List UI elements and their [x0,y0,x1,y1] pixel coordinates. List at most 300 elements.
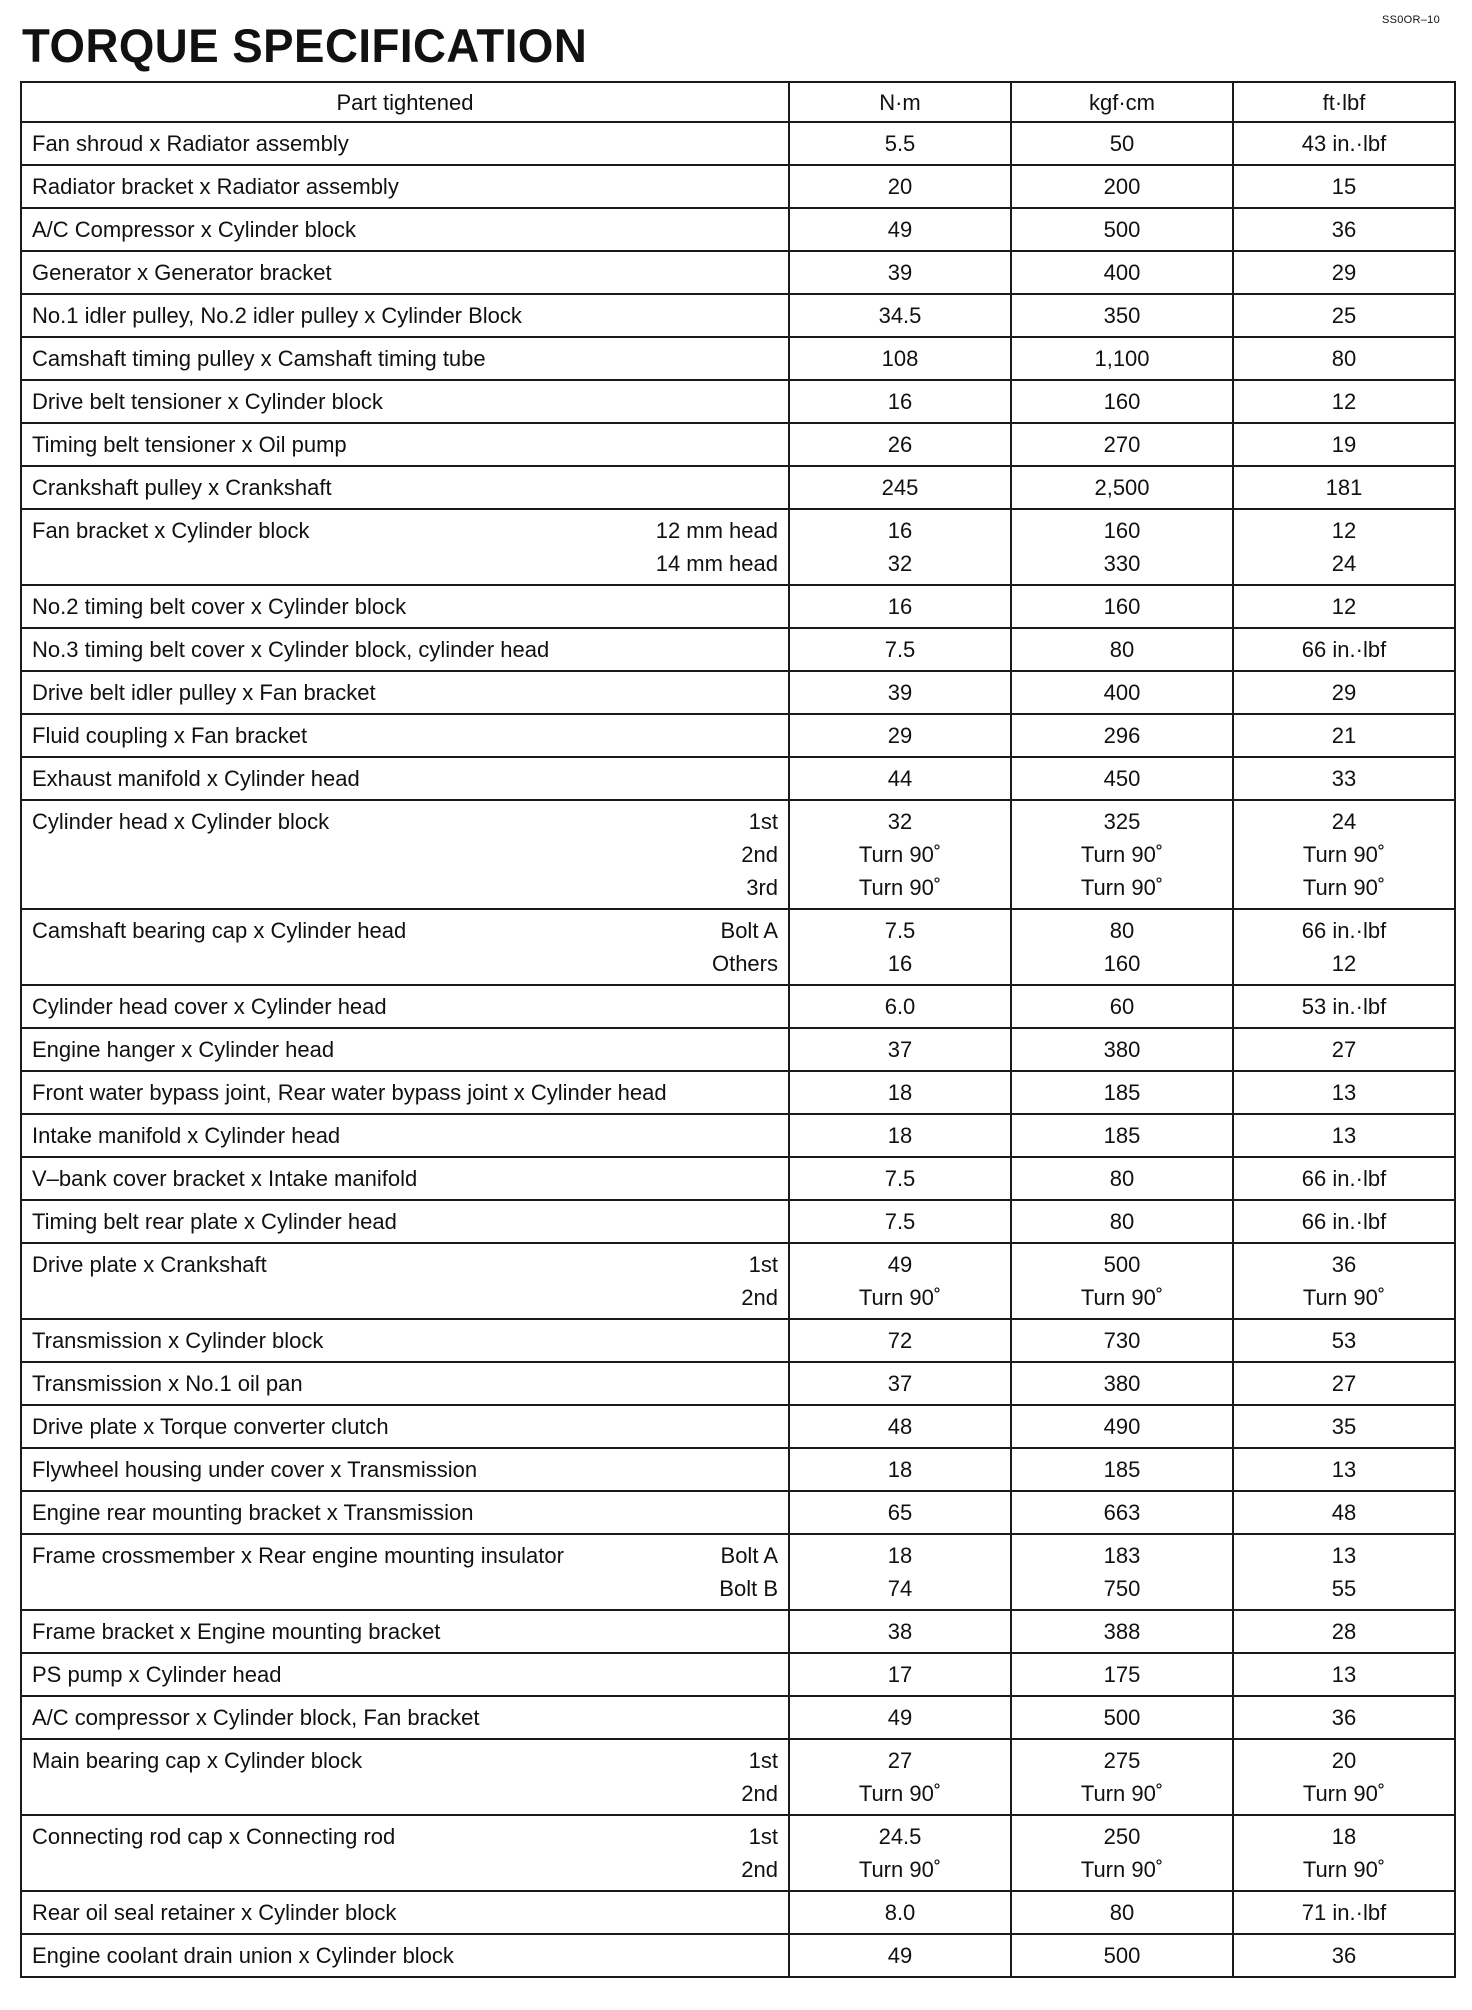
value: 26 [887,432,913,457]
value: 27 [887,1748,913,1773]
kgfcm-cell [1011,337,1233,380]
part-name: Timing belt rear plate x Cylinder head [32,1209,397,1234]
ftlbf-cell [1233,1739,1455,1815]
part-name: Fan shroud x Radiator assembly [32,131,349,156]
table-row [21,337,1455,380]
kgfcm-cell [1011,1491,1233,1534]
part-cell [21,1319,789,1362]
value: 490 [1103,1414,1141,1439]
part-cell [21,1739,789,1815]
kgfcm-cell [1011,122,1233,165]
value: 250 [1103,1824,1141,1849]
part-name: No.1 idler pulley, No.2 idler pulley x Cylinder Block [32,303,522,328]
value: 108 [881,346,919,371]
value: 160 [1103,518,1141,543]
value: 32 [887,551,913,576]
part-cell [21,380,789,423]
table-row [21,380,1455,423]
ftlbf-cell [1233,1157,1455,1200]
value: 20 [887,174,913,199]
ftlbf-cell [1233,1114,1455,1157]
sub-labels [656,514,778,580]
table-row [21,757,1455,800]
part-cell [21,1934,789,1977]
ftlbf-cell [1233,380,1455,423]
part-cell [21,1815,789,1891]
nm-cell [789,1653,1011,1696]
kgfcm-cell [1011,671,1233,714]
table-row [21,585,1455,628]
part-cell [21,1028,789,1071]
part-cell [21,1891,789,1934]
nm-cell [789,909,1011,985]
kgfcm-cell [1011,628,1233,671]
part-name: Intake manifold x Cylinder head [32,1123,341,1148]
value: 500 [1103,1943,1141,1968]
nm-cell [789,251,1011,294]
value: 24 [1331,551,1357,576]
nm-cell [789,1362,1011,1405]
value: 16 [887,594,913,619]
part-name: No.3 timing belt cover x Cylinder block, cylinder head [32,637,550,662]
value: 35 [1331,1414,1357,1439]
part-name: Crankshaft pulley x Crankshaft [32,475,332,500]
value: 25 [1331,303,1357,328]
kgfcm-cell [1011,466,1233,509]
ftlbf-cell [1233,1653,1455,1696]
part-cell [21,1448,789,1491]
value: 245 [881,475,919,500]
part-name: Drive plate x Crankshaft [32,1252,267,1277]
ftlbf-cell [1233,585,1455,628]
value: 49 [887,217,913,242]
ftlbf-cell [1233,800,1455,909]
kgfcm-cell [1011,208,1233,251]
part-name: V–bank cover bracket x Intake manifold [32,1166,418,1191]
value: 160 [1103,389,1141,414]
table-row [21,1739,1455,1815]
ftlbf-cell [1233,757,1455,800]
nm-cell [789,1448,1011,1491]
value: Turn 90˚ [1080,1857,1164,1882]
value: 275 [1103,1748,1141,1773]
part-cell [21,1200,789,1243]
sub-labels [741,1744,778,1810]
value: 15 [1331,174,1357,199]
value: 34.5 [878,303,922,328]
value: 33 [1331,766,1357,791]
value: Turn 90˚ [858,1781,942,1806]
value: 39 [887,680,913,705]
kgfcm-cell [1011,1405,1233,1448]
ftlbf-cell [1233,1815,1455,1891]
sub-label: 2nd [741,1781,778,1806]
kgfcm-cell [1011,1362,1233,1405]
value: 24.5 [878,1824,922,1849]
nm-cell [789,1534,1011,1610]
value: 200 [1103,174,1141,199]
table-row [21,1319,1455,1362]
value: 7.5 [884,918,916,943]
nm-cell [789,1610,1011,1653]
table-row [21,985,1455,1028]
value: 16 [887,518,913,543]
nm-cell [789,1405,1011,1448]
value: Turn 90˚ [1080,875,1164,900]
ftlbf-cell [1233,1405,1455,1448]
table-row [21,208,1455,251]
part-name: Camshaft timing pulley x Camshaft timing tube [32,346,486,371]
nm-cell [789,1243,1011,1319]
value: 21 [1331,723,1357,748]
value: 29 [887,723,913,748]
nm-cell [789,208,1011,251]
value: 36 [1331,1252,1357,1277]
value: 160 [1103,951,1141,976]
value: 29 [1331,680,1357,705]
part-cell [21,1653,789,1696]
ftlbf-cell [1233,1534,1455,1610]
value: 66 in.·lbf [1301,637,1387,662]
value: 80 [1109,1209,1135,1234]
value: 7.5 [884,1209,916,1234]
value: Turn 90˚ [1302,1781,1386,1806]
kgfcm-cell [1011,1071,1233,1114]
value: 48 [887,1414,913,1439]
nm-cell [789,714,1011,757]
sub-labels [712,914,778,980]
value: 12 [1331,951,1357,976]
value: Turn 90˚ [1302,1285,1386,1310]
ftlbf-cell [1233,251,1455,294]
table-row [21,1405,1455,1448]
ftlbf-cell [1233,208,1455,251]
part-name: Rear oil seal retainer x Cylinder block [32,1900,397,1925]
part-cell [21,294,789,337]
part-name: Front water bypass joint, Rear water bypass joint x Cylinder head [32,1080,667,1105]
value: 7.5 [884,637,916,662]
value: 388 [1103,1619,1141,1644]
part-name: Fluid coupling x Fan bracket [32,723,308,748]
header-part-tightened: Part tightened [21,82,789,122]
nm-cell [789,1934,1011,1977]
part-cell [21,1243,789,1319]
value: 18 [887,1543,913,1568]
ftlbf-cell [1233,1891,1455,1934]
value: 39 [887,260,913,285]
part-cell [21,1534,789,1610]
value: 500 [1103,1705,1141,1730]
part-name: Drive belt tensioner x Cylinder block [32,389,383,414]
nm-cell [789,466,1011,509]
header-ftlbf: ft·lbf [1233,82,1455,122]
value: 49 [887,1252,913,1277]
value: 24 [1331,809,1357,834]
ftlbf-cell [1233,1362,1455,1405]
part-cell [21,909,789,985]
sub-label: Bolt A [720,918,778,943]
kgfcm-cell [1011,1448,1233,1491]
sub-label: 2nd [741,1857,778,1882]
value: 44 [887,766,913,791]
table-row [21,466,1455,509]
nm-cell [789,671,1011,714]
value: 730 [1103,1328,1141,1353]
value: 66 in.·lbf [1301,1209,1387,1234]
value: 500 [1103,1252,1141,1277]
nm-cell [789,1891,1011,1934]
nm-cell [789,1319,1011,1362]
table-body [21,122,1455,1977]
part-cell [21,1071,789,1114]
value: 183 [1103,1543,1141,1568]
part-cell [21,122,789,165]
value: 65 [887,1500,913,1525]
part-name: Connecting rod cap x Connecting rod [32,1824,396,1849]
value: 750 [1103,1576,1141,1601]
value: 325 [1103,809,1141,834]
part-name: Cylinder head cover x Cylinder head [32,994,387,1019]
value: 12 [1331,518,1357,543]
nm-cell [789,423,1011,466]
part-name: Drive belt idler pulley x Fan bracket [32,680,376,705]
sub-label: Others [711,951,778,976]
value: 27 [1331,1371,1357,1396]
table-row [21,1653,1455,1696]
kgfcm-cell [1011,1739,1233,1815]
sub-label: 1st [748,1252,778,1277]
value: 28 [1331,1619,1357,1644]
ftlbf-cell [1233,1028,1455,1071]
value: 80 [1109,918,1135,943]
kgfcm-cell [1011,1610,1233,1653]
value: 380 [1103,1037,1141,1062]
kgfcm-cell [1011,1815,1233,1891]
value: 18 [887,1457,913,1482]
value: 270 [1103,432,1141,457]
value: 175 [1103,1662,1141,1687]
sub-labels [741,1248,778,1314]
value: 19 [1331,432,1357,457]
table-row [21,509,1455,585]
value: 37 [887,1037,913,1062]
kgfcm-cell [1011,1157,1233,1200]
ftlbf-cell [1233,466,1455,509]
part-cell [21,628,789,671]
ftlbf-cell [1233,165,1455,208]
ftlbf-cell [1233,509,1455,585]
kgfcm-cell [1011,1696,1233,1739]
ftlbf-cell [1233,294,1455,337]
nm-cell [789,985,1011,1028]
part-cell [21,671,789,714]
value: 18 [887,1080,913,1105]
header-kgfcm: kgf·cm [1011,82,1233,122]
table-row [21,1696,1455,1739]
ftlbf-cell [1233,1200,1455,1243]
table-row [21,1491,1455,1534]
part-name: Drive plate x Torque converter clutch [32,1414,389,1439]
value: 20 [1331,1748,1357,1773]
part-name: No.2 timing belt cover x Cylinder block [32,594,407,619]
kgfcm-cell [1011,909,1233,985]
value: 80 [1109,637,1135,662]
sub-labels [719,1539,778,1605]
value: 181 [1325,475,1363,500]
value: 66 in.·lbf [1301,918,1387,943]
ftlbf-cell [1233,628,1455,671]
part-name: Generator x Generator bracket [32,260,332,285]
ftlbf-cell [1233,1243,1455,1319]
part-cell [21,208,789,251]
value: Turn 90˚ [1302,842,1386,867]
part-name: Engine hanger x Cylinder head [32,1037,335,1062]
sub-label: 2nd [741,1285,778,1310]
nm-cell [789,337,1011,380]
kgfcm-cell [1011,1319,1233,1362]
kgfcm-cell [1011,423,1233,466]
table-row [21,1891,1455,1934]
ftlbf-cell [1233,337,1455,380]
table-header-row [21,82,1455,122]
value: 185 [1103,1123,1141,1148]
part-cell [21,757,789,800]
value: 29 [1331,260,1357,285]
value: 66 in.·lbf [1301,1166,1387,1191]
table-row [21,1815,1455,1891]
kgfcm-cell [1011,1114,1233,1157]
value: 32 [887,809,913,834]
table-row [21,800,1455,909]
part-name: Engine rear mounting bracket x Transmission [32,1500,474,1525]
value: Turn 90˚ [858,1857,942,1882]
table-row [21,1534,1455,1610]
value: 350 [1103,303,1141,328]
part-name: Camshaft bearing cap x Cylinder head [32,918,407,943]
sub-label: Bolt A [720,1543,778,1568]
sub-labels [741,1820,778,1886]
table-row [21,423,1455,466]
part-cell [21,714,789,757]
value: 13 [1331,1543,1357,1568]
part-name: A/C Compressor x Cylinder block [32,217,356,242]
part-cell [21,1157,789,1200]
ftlbf-cell [1233,423,1455,466]
value: 500 [1103,217,1141,242]
part-cell [21,1114,789,1157]
value: Turn 90˚ [858,875,942,900]
kgfcm-cell [1011,714,1233,757]
table-row [21,1200,1455,1243]
part-name: Fan bracket x Cylinder block [32,518,310,543]
value: 16 [887,951,913,976]
value: 185 [1103,1457,1141,1482]
kgfcm-cell [1011,757,1233,800]
table-row [21,122,1455,165]
ftlbf-cell [1233,1491,1455,1534]
value: 1,100 [1094,346,1150,371]
value: 185 [1103,1080,1141,1105]
nm-cell [789,165,1011,208]
nm-cell [789,1491,1011,1534]
page-code: SS0OR–10 [1381,14,1440,26]
value: 36 [1331,1943,1357,1968]
part-cell [21,1610,789,1653]
value: 18 [887,1123,913,1148]
nm-cell [789,628,1011,671]
value: 400 [1103,680,1141,705]
value: Turn 90˚ [1080,842,1164,867]
table-row [21,671,1455,714]
part-cell [21,423,789,466]
part-cell [21,1405,789,1448]
sub-label: 12 mm head [655,518,778,543]
value: Turn 90˚ [858,842,942,867]
part-name: Frame crossmember x Rear engine mounting insulator [32,1543,564,1568]
nm-cell [789,1157,1011,1200]
value: 80 [1109,1166,1135,1191]
header-nm: N·m [789,82,1011,122]
kgfcm-cell [1011,294,1233,337]
nm-cell [789,1815,1011,1891]
nm-cell [789,122,1011,165]
value: 53 [1331,1328,1357,1353]
nm-cell [789,509,1011,585]
kgfcm-cell [1011,1934,1233,1977]
nm-cell [789,1696,1011,1739]
part-cell [21,509,789,585]
ftlbf-cell [1233,1448,1455,1491]
value: 380 [1103,1371,1141,1396]
value: 36 [1331,217,1357,242]
value: 2,500 [1094,475,1150,500]
value: 60 [1109,994,1135,1019]
value: Turn 90˚ [858,1285,942,1310]
value: 13 [1331,1662,1357,1687]
torque-spec-table [20,81,1456,1978]
kgfcm-cell [1011,800,1233,909]
kgfcm-cell [1011,585,1233,628]
kgfcm-cell [1011,985,1233,1028]
part-cell [21,337,789,380]
table-row [21,165,1455,208]
value: Turn 90˚ [1302,875,1386,900]
kgfcm-cell [1011,1891,1233,1934]
value: 49 [887,1943,913,1968]
ftlbf-cell [1233,714,1455,757]
table-row [21,1114,1455,1157]
value: 48 [1331,1500,1357,1525]
part-cell [21,251,789,294]
part-cell [21,1491,789,1534]
nm-cell [789,1071,1011,1114]
table-row [21,1610,1455,1653]
value: 13 [1331,1123,1357,1148]
value: 36 [1331,1705,1357,1730]
value: 13 [1331,1457,1357,1482]
ftlbf-cell [1233,1610,1455,1653]
value: 53 in.·lbf [1301,994,1387,1019]
table-row [21,1362,1455,1405]
value: 50 [1109,131,1135,156]
sub-label: 14 mm head [655,551,778,576]
nm-cell [789,1200,1011,1243]
sub-label: 2nd [741,842,778,867]
table-row [21,628,1455,671]
value: 71 in.·lbf [1301,1900,1387,1925]
kgfcm-cell [1011,380,1233,423]
kgfcm-cell [1011,1653,1233,1696]
